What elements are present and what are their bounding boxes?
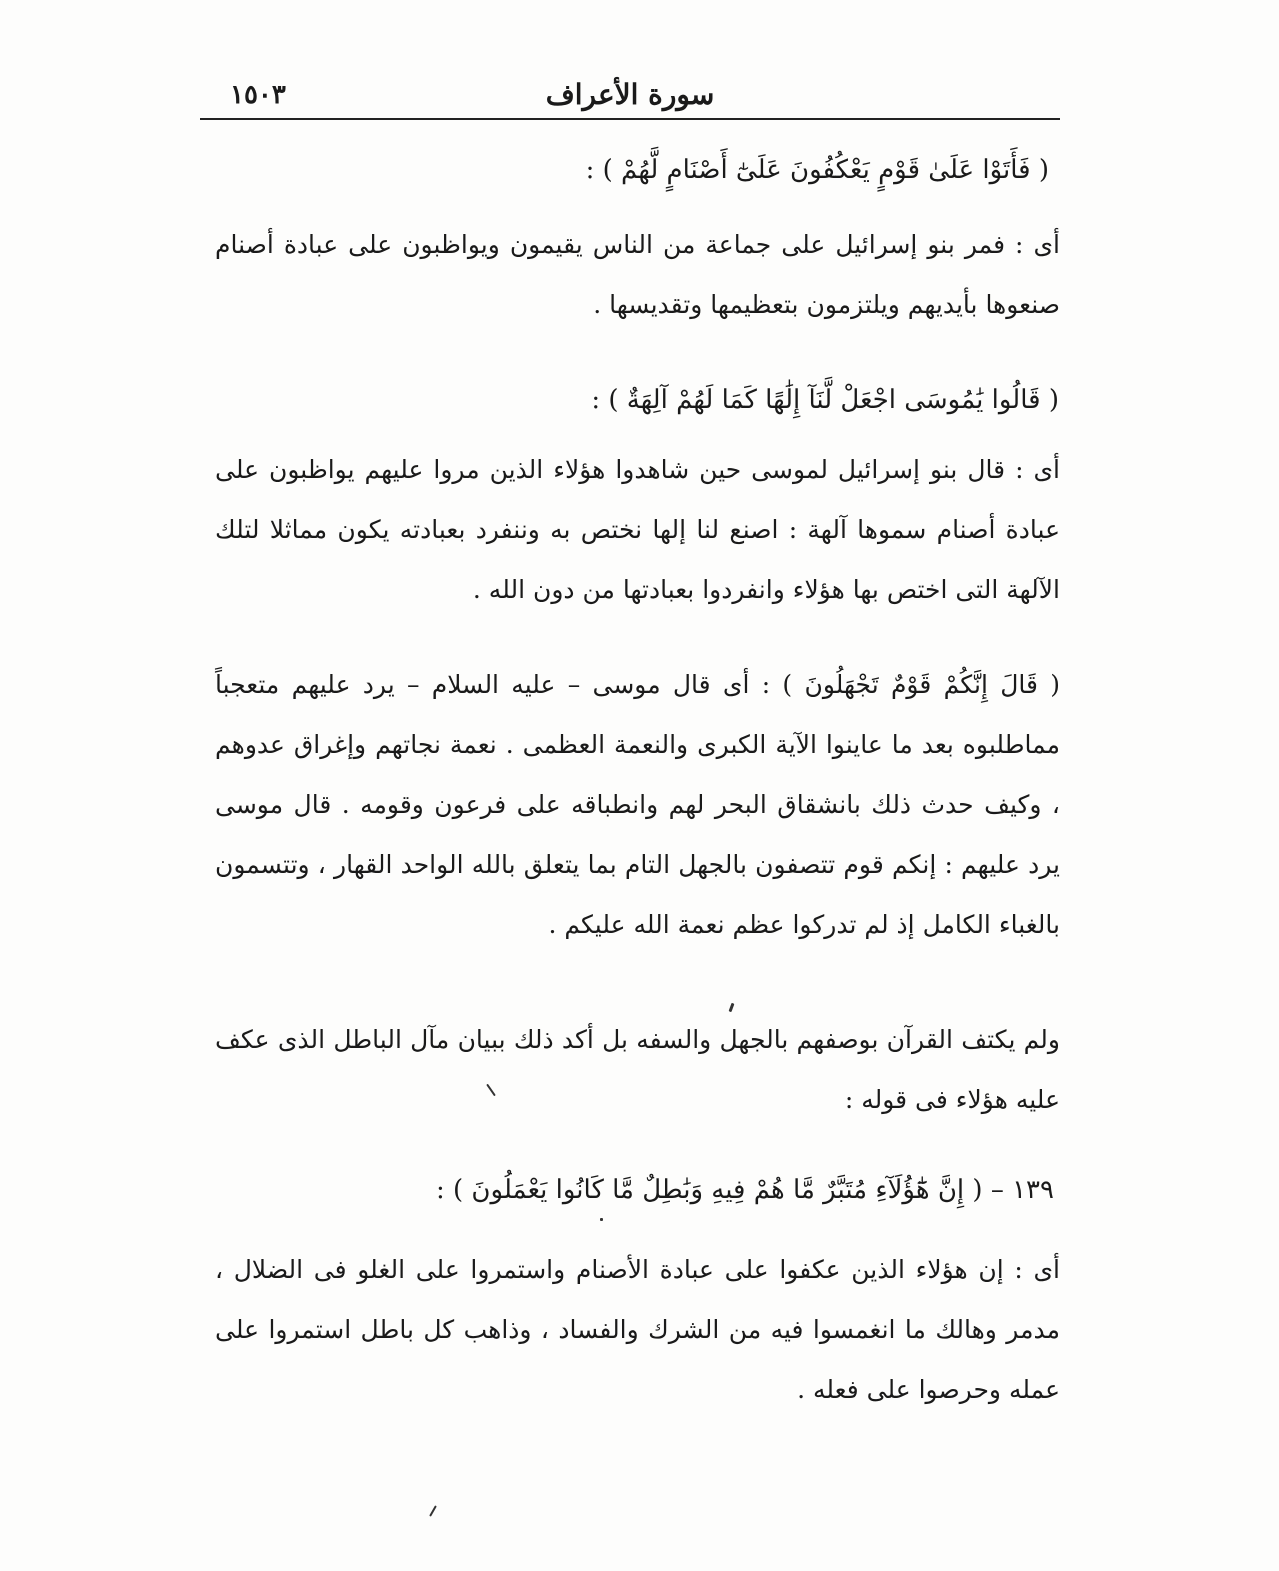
paragraph-3: ( قَالَ إِنَّكُمْ قَوْمٌ تَجْهَلُونَ ) : أى قال موسى – عليه السلام – يرد عليهم متعجباً مماطلبوه بعد ما عاينوا الآية الكبرى والنعمة العظمى . نعمة نجاتهم وإغراق عدوهم ، وكيف حدث ذلك بانشقاق البحر لهم وانطباقه على فرعون وقومه . قال موسى يرد عليهم : إنكم قوم تتصفون بالجهل التام بما يتعلق بالله الواحد القهار ، وتتسمون بالغباء الكامل إذ لم تدركوا عظم نعمة الله عليكم . <box>215 670 1060 939</box>
ayah-138b: ( قَالُوا يَٰمُوسَى اجْعَلْ لَّنَآ إِلَٰهًا كَمَا لَهُمْ آلِهَةٌ ) : <box>591 385 1059 415</box>
page-header <box>200 72 1060 118</box>
scan-speck <box>429 1505 437 1516</box>
surah-title: سورة الأعراف <box>545 78 715 111</box>
ayah-139: ١٣٩ – ( إِنَّ هَٰٓؤُلَآءِ مُتَبَّرٌ مَّا هُمْ فِيهِ وَبَٰطِلٌ مَّا كَانُوا يَعْمَلُونَ ) : <box>435 1175 1054 1205</box>
paragraph-2: أى : قال بنو إسرائيل لموسى حين شاهدوا هؤلاء الذين مروا عليهم يواظبون على عبادة أصنام سموها آلهة : اصنع لنا إلها نختص به وننفرد بعبادته يكون مماثلا لتلك الآلهة التى اختص بها هؤلاء وانفردوا بعبادتها من دون الله . <box>215 455 1060 604</box>
paragraph-1: أى : فمر بنو إسرائيل على جماعة من الناس يقيمون ويواظبون على عبادة أصنام صنعوها بأيديهم ويلتزمون بتعظيمها وتقديسها . <box>215 230 1060 319</box>
page-number: ١٥٠٣ <box>230 80 286 110</box>
paragraph-4: ولم يكتف القرآن بوصفهم بالجهل والسفه بل أكد ذلك ببيان مآل الباطل الذى عكف عليه هؤلاء فى قوله : <box>215 1025 1060 1114</box>
header-divider <box>200 118 1060 120</box>
ayah-138a: ( فَأَتَوْا عَلَىٰ قَوْمٍ يَعْكُفُونَ عَلَىٰٓ أَصْنَامٍ لَّهُمْ ) : <box>585 155 1049 185</box>
scan-speck <box>600 1218 603 1221</box>
paragraph-5: أى : إن هؤلاء الذين عكفوا على عبادة الأصنام واستمروا على الغلو فى الضلال ، مدمر وهالك ما انغمسوا فيه من الشرك والفساد ، وذاهب كل باطل استمروا على عمله وحرصوا على فعله . <box>215 1255 1060 1404</box>
